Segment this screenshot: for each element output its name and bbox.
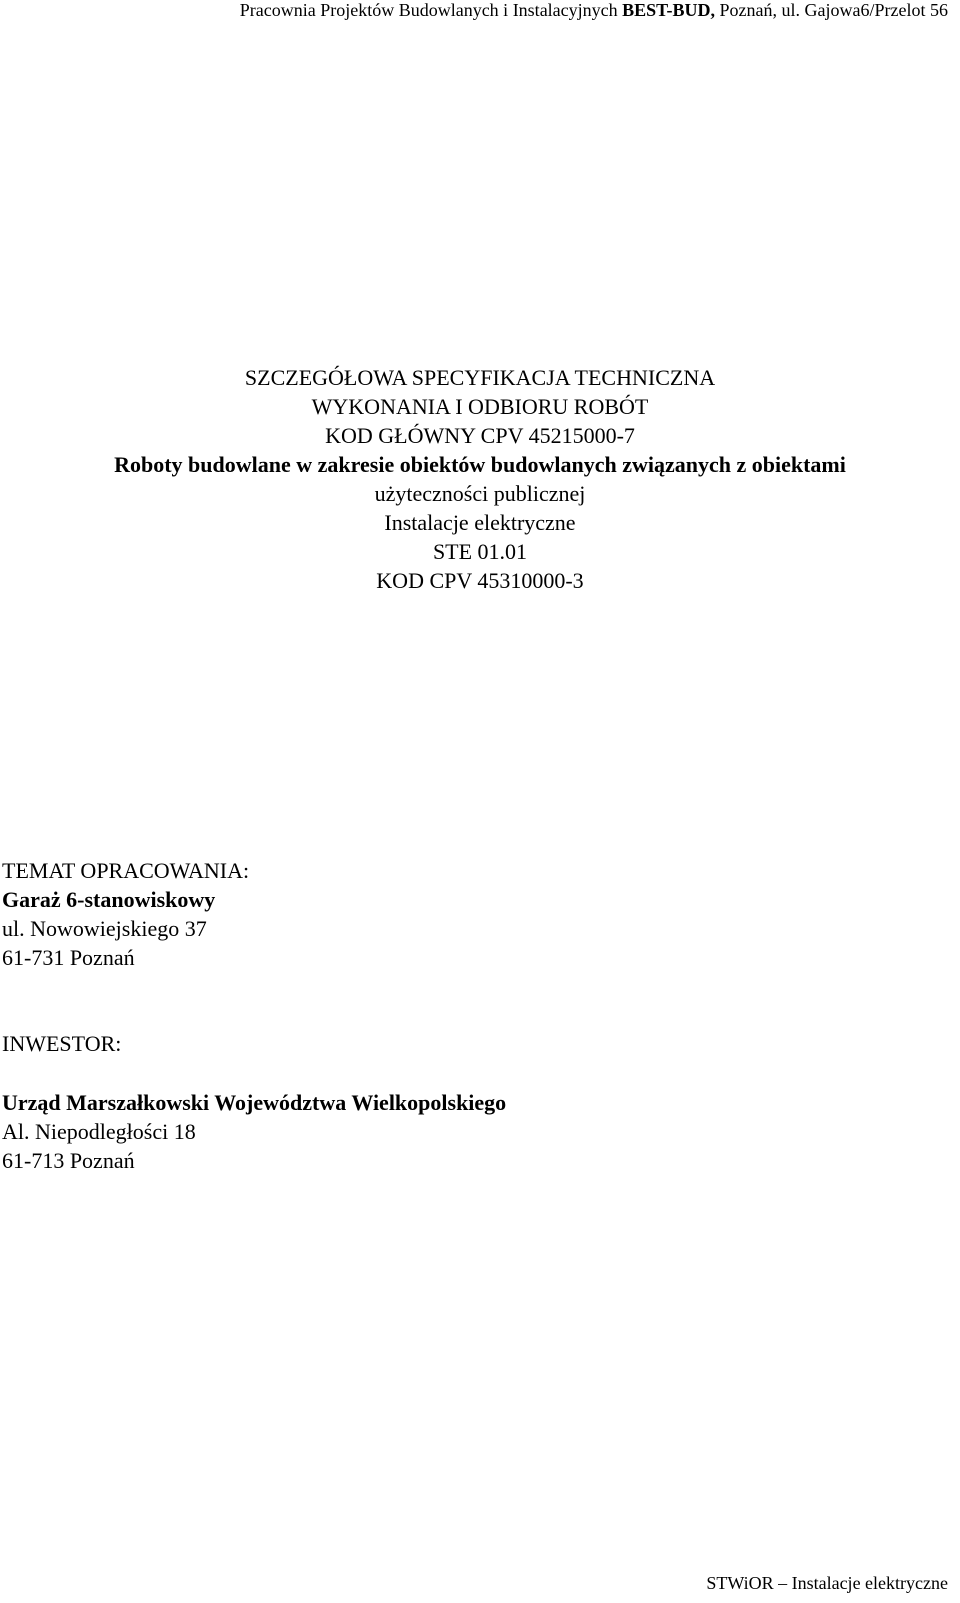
- topic-label: TEMAT OPRACOWANIA:: [2, 858, 250, 883]
- header-address: Poznań, ul. Gajowa6/Przelot 56: [719, 0, 948, 20]
- title-line-3: KOD GŁÓWNY CPV 45215000-7: [325, 423, 635, 448]
- investor-label: INWESTOR:: [2, 1031, 122, 1056]
- title-line-4: Roboty budowlane w zakresie obiektów budowlanych związanych z obiektami: [114, 452, 846, 477]
- investor-name: Urząd Marszałkowski Województwa Wielkopolskiego: [2, 1090, 507, 1115]
- investor-city: 61-713 Poznań: [2, 1148, 135, 1173]
- topic-street: ul. Nowowiejskiego 37: [2, 916, 207, 941]
- topic-city: 61-731 Poznań: [2, 945, 135, 970]
- page-footer: STWiOR – Instalacje elektryczne: [706, 1573, 948, 1593]
- title-line-2: WYKONANIA I ODBIORU ROBÓT: [311, 394, 649, 419]
- page-header: [0, 0, 948, 30]
- investor-section: [2, 1088, 506, 1175]
- header-office: Pracownia Projektów Budowlanych i Instalacyjnych: [239, 0, 618, 20]
- title-line-8: KOD CPV 45310000-3: [376, 568, 584, 593]
- title-line-5: użyteczności publicznej: [374, 481, 586, 506]
- title-line-7: STE 01.01: [432, 539, 528, 564]
- title-line-1: SZCZEGÓŁOWA SPECYFIKACJA TECHNICZNA: [244, 365, 716, 390]
- title-line-6: Instalacje elektryczne: [384, 510, 576, 535]
- topic-section: [2, 885, 215, 972]
- topic-name: Garaż 6-stanowiskowy: [2, 887, 216, 912]
- investor-street: Al. Niepodległości 18: [2, 1119, 196, 1144]
- title-block: [0, 363, 960, 595]
- header-company: BEST-BUD,: [622, 0, 716, 20]
